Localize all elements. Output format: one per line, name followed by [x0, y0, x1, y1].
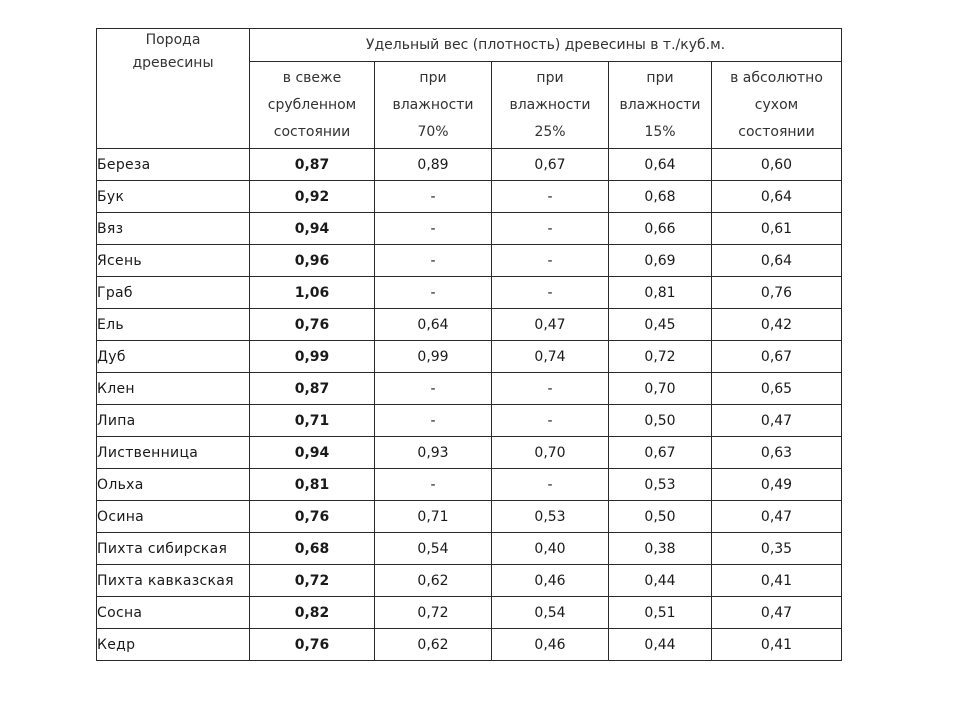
- column-header-absolute-dry: [712, 62, 842, 149]
- density-value-cell: 0,54: [375, 533, 492, 565]
- table-row: [97, 533, 842, 565]
- density-value-cell: 0,62: [375, 629, 492, 661]
- density-value-cell: 0,81: [609, 277, 712, 309]
- table-row: [97, 501, 842, 533]
- density-value-cell: 0,64: [609, 149, 712, 181]
- density-value-cell: 0,65: [712, 373, 842, 405]
- density-value-cell: 0,44: [609, 629, 712, 661]
- density-value-cell: 0,38: [609, 533, 712, 565]
- density-value-cell: 0,70: [609, 373, 712, 405]
- density-value-cell: 0,94: [250, 437, 375, 469]
- density-value-cell: 0,96: [250, 245, 375, 277]
- density-value-cell: 0,71: [375, 501, 492, 533]
- table-row: [97, 149, 842, 181]
- density-value-cell: 0,94: [250, 213, 375, 245]
- density-value-cell: 1,06: [250, 277, 375, 309]
- density-value-cell: -: [492, 213, 609, 245]
- table-row: [97, 309, 842, 341]
- species-name-cell: Граб: [97, 277, 250, 309]
- density-value-cell: 0,76: [250, 501, 375, 533]
- density-value-cell: -: [375, 181, 492, 213]
- density-value-cell: 0,47: [712, 405, 842, 437]
- table-body: [97, 149, 842, 661]
- species-header-line: Порода: [145, 32, 201, 48]
- table-row: [97, 629, 842, 661]
- density-value-cell: 0,47: [492, 309, 609, 341]
- density-value-cell: 0,44: [609, 565, 712, 597]
- density-value-cell: -: [492, 373, 609, 405]
- column-header-line: влажности: [392, 96, 474, 113]
- column-header-moisture-15: [609, 62, 712, 149]
- density-value-cell: 0,50: [609, 501, 712, 533]
- species-name-cell: Ель: [97, 309, 250, 341]
- density-value-cell: 0,40: [492, 533, 609, 565]
- species-name-cell: Пихта сибирская: [97, 533, 250, 565]
- density-value-cell: 0,53: [609, 469, 712, 501]
- species-name-cell: Клен: [97, 373, 250, 405]
- density-value-cell: 0,99: [250, 341, 375, 373]
- density-value-cell: 0,49: [712, 469, 842, 501]
- species-name-cell: Липа: [97, 405, 250, 437]
- species-name-cell: Осина: [97, 501, 250, 533]
- density-value-cell: 0,50: [609, 405, 712, 437]
- table-row: [97, 341, 842, 373]
- table-row: [97, 437, 842, 469]
- table-row: [97, 245, 842, 277]
- table-row: [97, 373, 842, 405]
- column-header-line: 25%: [534, 123, 566, 140]
- column-header-fresh: [250, 62, 375, 149]
- species-name-cell: Дуб: [97, 341, 250, 373]
- density-value-cell: 0,93: [375, 437, 492, 469]
- density-value-cell: 0,41: [712, 629, 842, 661]
- density-value-cell: 0,61: [712, 213, 842, 245]
- density-value-cell: 0,63: [712, 437, 842, 469]
- density-value-cell: 0,64: [712, 245, 842, 277]
- density-value-cell: -: [375, 213, 492, 245]
- density-value-cell: 0,67: [712, 341, 842, 373]
- density-group-header: Удельный вес (плотность) древесины в т./куб.м.: [250, 29, 842, 62]
- density-value-cell: -: [492, 469, 609, 501]
- density-value-cell: 0,35: [712, 533, 842, 565]
- density-value-cell: 0,87: [250, 373, 375, 405]
- species-name-cell: Вяз: [97, 213, 250, 245]
- table-row: [97, 181, 842, 213]
- column-header-line: влажности: [619, 96, 701, 113]
- density-value-cell: 0,89: [375, 149, 492, 181]
- density-value-cell: 0,64: [375, 309, 492, 341]
- table-row: [97, 597, 842, 629]
- column-header-line: при: [536, 69, 564, 86]
- density-value-cell: 0,76: [250, 309, 375, 341]
- density-value-cell: 0,99: [375, 341, 492, 373]
- density-value-cell: -: [492, 405, 609, 437]
- density-value-cell: 0,41: [712, 565, 842, 597]
- column-header-moisture-25: [492, 62, 609, 149]
- table-row: [97, 405, 842, 437]
- density-value-cell: 0,76: [712, 277, 842, 309]
- species-name-cell: Ясень: [97, 245, 250, 277]
- column-header-line: состоянии: [738, 123, 815, 140]
- density-value-cell: 0,46: [492, 565, 609, 597]
- wood-density-table: [96, 28, 842, 661]
- column-header-line: 70%: [417, 123, 449, 140]
- density-value-cell: 0,60: [712, 149, 842, 181]
- species-name-cell: Пихта кавказская: [97, 565, 250, 597]
- density-value-cell: 0,67: [609, 437, 712, 469]
- density-value-cell: 0,74: [492, 341, 609, 373]
- column-header-line: состоянии: [273, 123, 351, 140]
- column-header-moisture-70: [375, 62, 492, 149]
- density-value-cell: 0,66: [609, 213, 712, 245]
- density-value-cell: -: [375, 277, 492, 309]
- table-row: [97, 469, 842, 501]
- species-column-header: [97, 29, 250, 149]
- column-header-line: при: [419, 69, 447, 86]
- density-value-cell: -: [375, 405, 492, 437]
- density-value-cell: 0,92: [250, 181, 375, 213]
- density-value-cell: 0,46: [492, 629, 609, 661]
- density-value-cell: -: [375, 469, 492, 501]
- column-header-line: влажности: [509, 96, 591, 113]
- header-row-top: [97, 29, 842, 62]
- species-name-cell: Береза: [97, 149, 250, 181]
- density-value-cell: 0,62: [375, 565, 492, 597]
- density-value-cell: 0,82: [250, 597, 375, 629]
- column-header-line: срубленном: [267, 96, 357, 113]
- density-value-cell: 0,70: [492, 437, 609, 469]
- density-value-cell: 0,81: [250, 469, 375, 501]
- density-value-cell: 0,68: [609, 181, 712, 213]
- species-name-cell: Лиственница: [97, 437, 250, 469]
- density-value-cell: -: [492, 245, 609, 277]
- table-row: [97, 277, 842, 309]
- density-value-cell: 0,51: [609, 597, 712, 629]
- column-header-line: в абсолютно: [730, 69, 823, 86]
- density-value-cell: 0,45: [609, 309, 712, 341]
- density-value-cell: -: [375, 245, 492, 277]
- density-value-cell: 0,72: [375, 597, 492, 629]
- density-value-cell: 0,54: [492, 597, 609, 629]
- density-value-cell: 0,69: [609, 245, 712, 277]
- table-row: [97, 565, 842, 597]
- column-header-line: сухом: [754, 96, 799, 113]
- density-value-cell: 0,47: [712, 501, 842, 533]
- density-value-cell: 0,64: [712, 181, 842, 213]
- density-value-cell: 0,72: [250, 565, 375, 597]
- density-value-cell: 0,76: [250, 629, 375, 661]
- density-value-cell: 0,72: [609, 341, 712, 373]
- species-name-cell: Сосна: [97, 597, 250, 629]
- density-value-cell: 0,67: [492, 149, 609, 181]
- density-value-cell: -: [492, 277, 609, 309]
- column-header-line: в свеже: [282, 69, 342, 86]
- species-name-cell: Бук: [97, 181, 250, 213]
- density-value-cell: -: [492, 181, 609, 213]
- density-value-cell: 0,68: [250, 533, 375, 565]
- density-value-cell: 0,71: [250, 405, 375, 437]
- species-name-cell: Кедр: [97, 629, 250, 661]
- column-header-line: при: [646, 69, 674, 86]
- column-header-line: 15%: [644, 123, 676, 140]
- species-name-cell: Ольха: [97, 469, 250, 501]
- density-value-cell: 0,87: [250, 149, 375, 181]
- density-value-cell: 0,53: [492, 501, 609, 533]
- species-header-line: древесины: [132, 55, 214, 71]
- table-row: [97, 213, 842, 245]
- density-value-cell: 0,47: [712, 597, 842, 629]
- density-value-cell: -: [375, 373, 492, 405]
- density-value-cell: 0,42: [712, 309, 842, 341]
